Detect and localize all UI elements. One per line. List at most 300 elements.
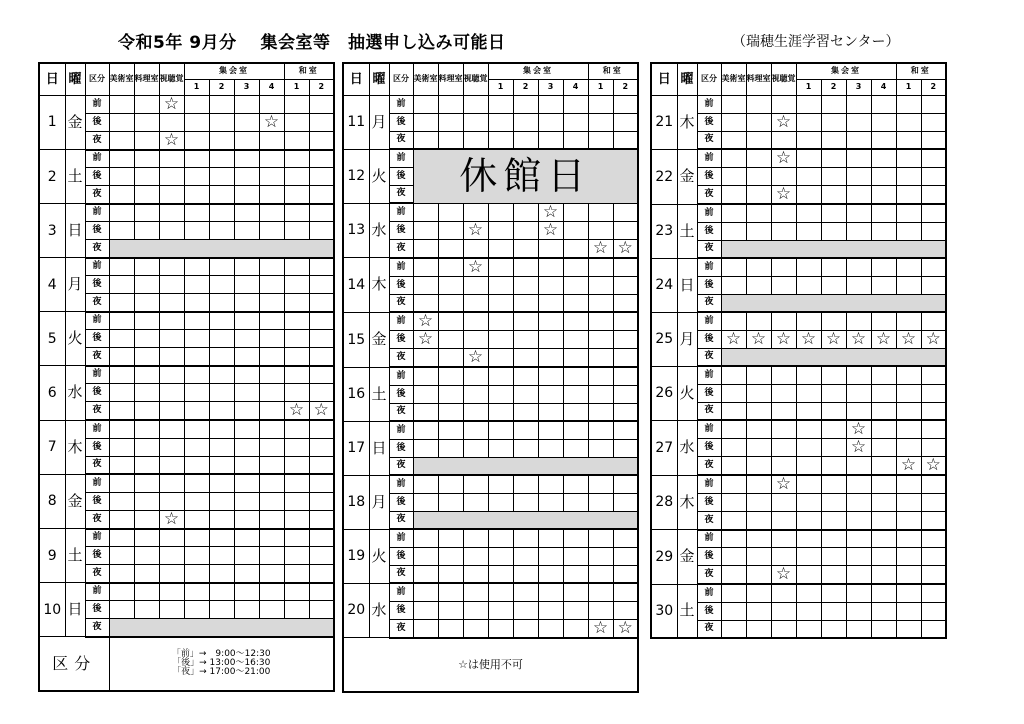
- facility-cell: [896, 330, 921, 348]
- facility-cell: [563, 547, 588, 565]
- slot-label: 夜: [389, 511, 413, 529]
- facility-cell: [488, 439, 513, 457]
- facility-cell: [721, 384, 746, 402]
- facility-cell: [309, 384, 334, 402]
- facility-cell: [538, 294, 563, 312]
- facility-cell: [921, 276, 946, 294]
- facility-cell: [588, 294, 613, 312]
- table-row: [651, 149, 946, 168]
- header-japanese-room-num: 2: [921, 79, 946, 95]
- day-number: 18: [343, 475, 369, 529]
- slot-label: 前: [389, 475, 413, 493]
- facility-cell: [871, 584, 896, 602]
- day-number: 2: [39, 150, 65, 204]
- facility-cell: [234, 529, 259, 547]
- facility-cell: [588, 203, 613, 221]
- facility-cell: [488, 367, 513, 385]
- facility-cell: [184, 150, 209, 168]
- facility-cell: [234, 186, 259, 204]
- facility-cell: [563, 276, 588, 294]
- facility-cell: [921, 186, 946, 205]
- facility-cell: [463, 493, 488, 511]
- facility-cell: [463, 547, 488, 565]
- facility-cell: [109, 474, 134, 492]
- facility-cell: [796, 566, 821, 585]
- header-art-room: 美術室: [413, 63, 438, 95]
- facility-cell: [488, 203, 513, 221]
- facility-cell: [488, 619, 513, 638]
- facility-cell: [109, 312, 134, 330]
- facility-cell: [921, 512, 946, 530]
- facility-cell: [821, 584, 846, 602]
- facility-cell: [771, 402, 796, 420]
- facility-cell: [109, 456, 134, 474]
- facility-cell: [488, 403, 513, 421]
- weekday-name: 月: [369, 475, 389, 529]
- facility-cell: [259, 312, 284, 330]
- star-icon: ☆: [467, 348, 484, 367]
- slot-label: 後: [697, 276, 721, 294]
- facility-cell: [771, 168, 796, 186]
- schedule-table: [38, 62, 335, 692]
- header-day: 日: [651, 63, 677, 95]
- facility-cell: [846, 149, 871, 168]
- day-number: 11: [343, 95, 369, 149]
- facility-cell: [134, 474, 159, 492]
- facility-cell: [259, 95, 284, 113]
- facility-cell: [234, 402, 259, 421]
- star-icon: ☆: [750, 330, 767, 348]
- weekday-name: 火: [369, 149, 389, 203]
- slot-label: 後: [85, 384, 109, 402]
- table-row: [651, 420, 946, 439]
- facility-cell: [413, 294, 438, 312]
- day-number: 6: [39, 366, 65, 421]
- facility-cell: [234, 438, 259, 456]
- slot-label: 夜: [697, 512, 721, 530]
- slot-label: 夜: [697, 240, 721, 258]
- slot-label: 夜: [389, 349, 413, 368]
- facility-cell: [538, 203, 563, 221]
- slot-label: 夜: [697, 457, 721, 476]
- facility-cell: [309, 456, 334, 474]
- facility-cell: [538, 385, 563, 403]
- facility-cell: [134, 420, 159, 438]
- facility-cell: [513, 583, 538, 601]
- weekday-name: 日: [677, 258, 697, 312]
- facility-cell: [896, 384, 921, 402]
- facility-cell: [588, 403, 613, 421]
- table-row: [39, 474, 334, 492]
- facility-cell: [438, 547, 463, 565]
- facility-cell: [588, 601, 613, 619]
- facility-cell: [488, 294, 513, 312]
- facility-cell: [613, 367, 638, 385]
- facility-cell: [413, 583, 438, 601]
- slot-label: 夜: [697, 348, 721, 366]
- facility-cell: [209, 276, 234, 294]
- facility-cell: [234, 113, 259, 131]
- facility-cell: [513, 95, 538, 113]
- facility-cell: [846, 113, 871, 131]
- facility-cell: [746, 366, 771, 384]
- slot-label: 前: [389, 149, 413, 167]
- unavailable-row: [721, 348, 946, 366]
- slot-label: 前: [85, 312, 109, 330]
- calendar-panel-2: [342, 62, 639, 693]
- facility-cell: [746, 530, 771, 548]
- legend-label: 区分: [39, 637, 109, 691]
- day-number: 4: [39, 258, 65, 312]
- facility-cell: [259, 529, 284, 547]
- facility-cell: [746, 602, 771, 620]
- slot-label: 前: [697, 204, 721, 222]
- facility-cell: [721, 566, 746, 585]
- facility-cell: [284, 276, 309, 294]
- facility-cell: [463, 403, 488, 421]
- facility-cell: [846, 366, 871, 384]
- facility-cell: [159, 204, 184, 222]
- star-icon: ☆: [592, 239, 609, 258]
- weekday-name: 土: [369, 367, 389, 421]
- facility-cell: [513, 367, 538, 385]
- facility-cell: [721, 620, 746, 638]
- facility-cell: [109, 204, 134, 222]
- facility-cell: [538, 601, 563, 619]
- star-icon: ☆: [850, 438, 867, 457]
- facility-cell: [134, 150, 159, 168]
- facility-cell: [184, 204, 209, 222]
- slot-label: 前: [85, 529, 109, 547]
- facility-cell: [563, 367, 588, 385]
- facility-cell: [109, 131, 134, 150]
- facility-cell: [538, 439, 563, 457]
- facility-cell: [234, 276, 259, 294]
- header-japanese-rooms: 和室: [588, 63, 638, 79]
- facility-cell: [846, 222, 871, 240]
- facility-cell: [184, 131, 209, 150]
- slot-label: 夜: [389, 565, 413, 583]
- weekday-name: 金: [65, 95, 85, 150]
- table-row: [343, 95, 638, 113]
- facility-cell: [134, 258, 159, 276]
- facility-cell: [184, 510, 209, 529]
- facility-cell: [846, 512, 871, 530]
- facility-cell: [771, 566, 796, 585]
- facility-cell: [488, 583, 513, 601]
- facility-cell: [134, 113, 159, 131]
- facility-cell: [284, 474, 309, 492]
- facility-cell: [184, 348, 209, 366]
- facility-cell: [871, 620, 896, 638]
- header-meeting-room-num: 1: [796, 79, 821, 95]
- facility-cell: [109, 420, 134, 438]
- facility-cell: [159, 402, 184, 421]
- facility-cell: [513, 203, 538, 221]
- facility-cell: [134, 492, 159, 510]
- facility-cell: [563, 131, 588, 149]
- slot-label: 後: [389, 221, 413, 239]
- facility-cell: [109, 348, 134, 366]
- facility-cell: [438, 421, 463, 439]
- facility-cell: [896, 530, 921, 548]
- header-meeting-room-num: 1: [184, 79, 209, 95]
- facility-cell: [796, 584, 821, 602]
- facility-cell: [613, 565, 638, 583]
- header-av-room: 視聴覚: [159, 63, 184, 95]
- day-number: 3: [39, 204, 65, 258]
- facility-cell: [184, 330, 209, 348]
- slot-label: 前: [697, 312, 721, 330]
- slot-label: 後: [697, 168, 721, 186]
- facility-cell: [563, 294, 588, 312]
- day-number: 23: [651, 204, 677, 258]
- facility-cell: [563, 312, 588, 331]
- facility-cell: [159, 150, 184, 168]
- facility-cell: [771, 494, 796, 512]
- facility-cell: [771, 222, 796, 240]
- facility-cell: [538, 349, 563, 368]
- header-weekday: 曜: [369, 63, 389, 95]
- facility-cell: [134, 565, 159, 583]
- facility-cell: [846, 186, 871, 205]
- facility-cell: [184, 420, 209, 438]
- facility-cell: [821, 113, 846, 131]
- facility-cell: [896, 620, 921, 638]
- facility-cell: [613, 421, 638, 439]
- facility-cell: [746, 475, 771, 494]
- slot-label: 前: [697, 475, 721, 494]
- table-row: [651, 584, 946, 602]
- facility-cell: [259, 131, 284, 150]
- facility-cell: [613, 439, 638, 457]
- weekday-name: 金: [677, 149, 697, 204]
- slot-label: 後: [85, 222, 109, 240]
- facility-cell: [846, 384, 871, 402]
- facility-cell: [209, 258, 234, 276]
- slot-label: 前: [697, 366, 721, 384]
- facility-cell: [921, 258, 946, 276]
- facility-cell: [209, 529, 234, 547]
- facility-cell: [284, 492, 309, 510]
- slot-label: 夜: [389, 185, 413, 203]
- facility-cell: [513, 547, 538, 565]
- facility-cell: [159, 583, 184, 601]
- star-icon: ☆: [875, 330, 892, 348]
- facility-cell: [234, 95, 259, 113]
- facility-cell: [109, 601, 134, 619]
- facility-cell: [821, 420, 846, 439]
- slot-label: 前: [389, 312, 413, 331]
- facility-cell: [796, 168, 821, 186]
- facility-cell: [184, 384, 209, 402]
- day-number: 21: [651, 95, 677, 149]
- facility-cell: [613, 601, 638, 619]
- facility-cell: [896, 402, 921, 420]
- star-icon: ☆: [775, 330, 792, 348]
- facility-cell: [538, 403, 563, 421]
- facility-cell: [438, 113, 463, 131]
- facility-cell: [209, 222, 234, 240]
- facility-cell: [488, 258, 513, 277]
- header-day: 日: [39, 63, 65, 95]
- facility-cell: [488, 221, 513, 239]
- unavailable-row: [721, 240, 946, 258]
- facility-cell: [234, 547, 259, 565]
- header-meeting-room-num: 3: [538, 79, 563, 95]
- facility-cell: [513, 403, 538, 421]
- slot-label: 後: [697, 439, 721, 457]
- facility-cell: [613, 403, 638, 421]
- star-icon: ☆: [775, 185, 792, 204]
- facility-cell: [613, 113, 638, 131]
- facility-cell: [821, 566, 846, 585]
- star-icon: ☆: [163, 131, 180, 150]
- facility-cell: [159, 222, 184, 240]
- facility-cell: [109, 276, 134, 294]
- facility-cell: [613, 475, 638, 493]
- facility-cell: [871, 475, 896, 494]
- facility-cell: [184, 438, 209, 456]
- facility-cell: [234, 384, 259, 402]
- weekday-name: 火: [65, 312, 85, 366]
- slot-label: 夜: [697, 566, 721, 585]
- facility-cell: [259, 384, 284, 402]
- facility-cell: [921, 222, 946, 240]
- facility-cell: [588, 385, 613, 403]
- facility-cell: [613, 276, 638, 294]
- facility-cell: [159, 529, 184, 547]
- facility-cell: [871, 457, 896, 476]
- facility-cell: [513, 312, 538, 331]
- day-number: 15: [343, 312, 369, 367]
- facility-cell: [896, 366, 921, 384]
- facility-cell: [209, 547, 234, 565]
- facility-cell: [488, 95, 513, 113]
- facility-cell: [463, 203, 488, 221]
- slot-label: 後: [85, 601, 109, 619]
- slot-label: 夜: [85, 240, 109, 258]
- facility-cell: [234, 456, 259, 474]
- facility-cell: [413, 403, 438, 421]
- facility-cell: [588, 131, 613, 149]
- facility-cell: [413, 475, 438, 493]
- facility-cell: [159, 294, 184, 312]
- day-number: 7: [39, 420, 65, 474]
- facility-cell: [746, 131, 771, 149]
- day-number: 13: [343, 203, 369, 258]
- facility-cell: [796, 494, 821, 512]
- facility-cell: [109, 547, 134, 565]
- slot-label: 後: [389, 385, 413, 403]
- facility-cell: [134, 547, 159, 565]
- facility-cell: [721, 366, 746, 384]
- facility-cell: [513, 475, 538, 493]
- facility-cell: [746, 384, 771, 402]
- facility-cell: [134, 276, 159, 294]
- facility-cell: [513, 331, 538, 349]
- facility-cell: [846, 439, 871, 457]
- facility-cell: [184, 276, 209, 294]
- slot-label: 前: [389, 367, 413, 385]
- facility-cell: [771, 602, 796, 620]
- facility-cell: [259, 258, 284, 276]
- facility-cell: [259, 276, 284, 294]
- facility-cell: [134, 456, 159, 474]
- slot-label: 夜: [389, 239, 413, 258]
- star-icon: ☆: [542, 203, 559, 221]
- facility-cell: [746, 620, 771, 638]
- facility-cell: [463, 385, 488, 403]
- facility-cell: [209, 150, 234, 168]
- facility-cell: [513, 619, 538, 638]
- facility-cell: [796, 420, 821, 439]
- facility-cell: [134, 583, 159, 601]
- facility-cell: [234, 294, 259, 312]
- facility-cell: [921, 149, 946, 168]
- facility-cell: [821, 384, 846, 402]
- facility-cell: [563, 529, 588, 547]
- facility-cell: [746, 402, 771, 420]
- day-number: 29: [651, 530, 677, 585]
- facility-cell: [309, 186, 334, 204]
- calendar-panel-3: [650, 62, 947, 639]
- facility-cell: [259, 204, 284, 222]
- facility-cell: [896, 566, 921, 585]
- facility-cell: [821, 168, 846, 186]
- facility-cell: [538, 367, 563, 385]
- header-meeting-room-num: 4: [563, 79, 588, 95]
- facility-cell: [463, 113, 488, 131]
- facility-cell: [488, 312, 513, 331]
- facility-cell: [109, 583, 134, 601]
- facility-cell: [771, 512, 796, 530]
- slot-label: 夜: [85, 348, 109, 366]
- slot-label: 夜: [85, 294, 109, 312]
- facility-cell: [588, 583, 613, 601]
- facility-cell: [588, 239, 613, 258]
- facility-cell: [159, 312, 184, 330]
- facility-cell: [821, 276, 846, 294]
- star-icon: ☆: [417, 312, 434, 331]
- table-row: [651, 95, 946, 113]
- table-row: [343, 421, 638, 439]
- slot-label: 夜: [85, 619, 109, 637]
- facility-cell: [234, 583, 259, 601]
- table-row: [651, 530, 946, 548]
- facility-cell: [721, 402, 746, 420]
- facility-cell: [563, 221, 588, 239]
- facility-cell: [109, 529, 134, 547]
- slot-label: 前: [697, 530, 721, 548]
- facility-cell: [463, 349, 488, 368]
- facility-cell: [796, 475, 821, 494]
- facility-cell: [309, 366, 334, 384]
- facility-cell: [463, 331, 488, 349]
- facility-cell: [438, 601, 463, 619]
- facility-cell: [871, 420, 896, 439]
- facility-cell: [796, 222, 821, 240]
- facility-cell: [746, 113, 771, 131]
- facility-cell: [413, 349, 438, 368]
- facility-cell: [134, 510, 159, 529]
- facility-cell: [109, 492, 134, 510]
- facility-cell: [896, 584, 921, 602]
- facility-cell: [159, 565, 184, 583]
- slot-label: 後: [389, 493, 413, 511]
- facility-cell: [259, 348, 284, 366]
- facility-cell: [234, 204, 259, 222]
